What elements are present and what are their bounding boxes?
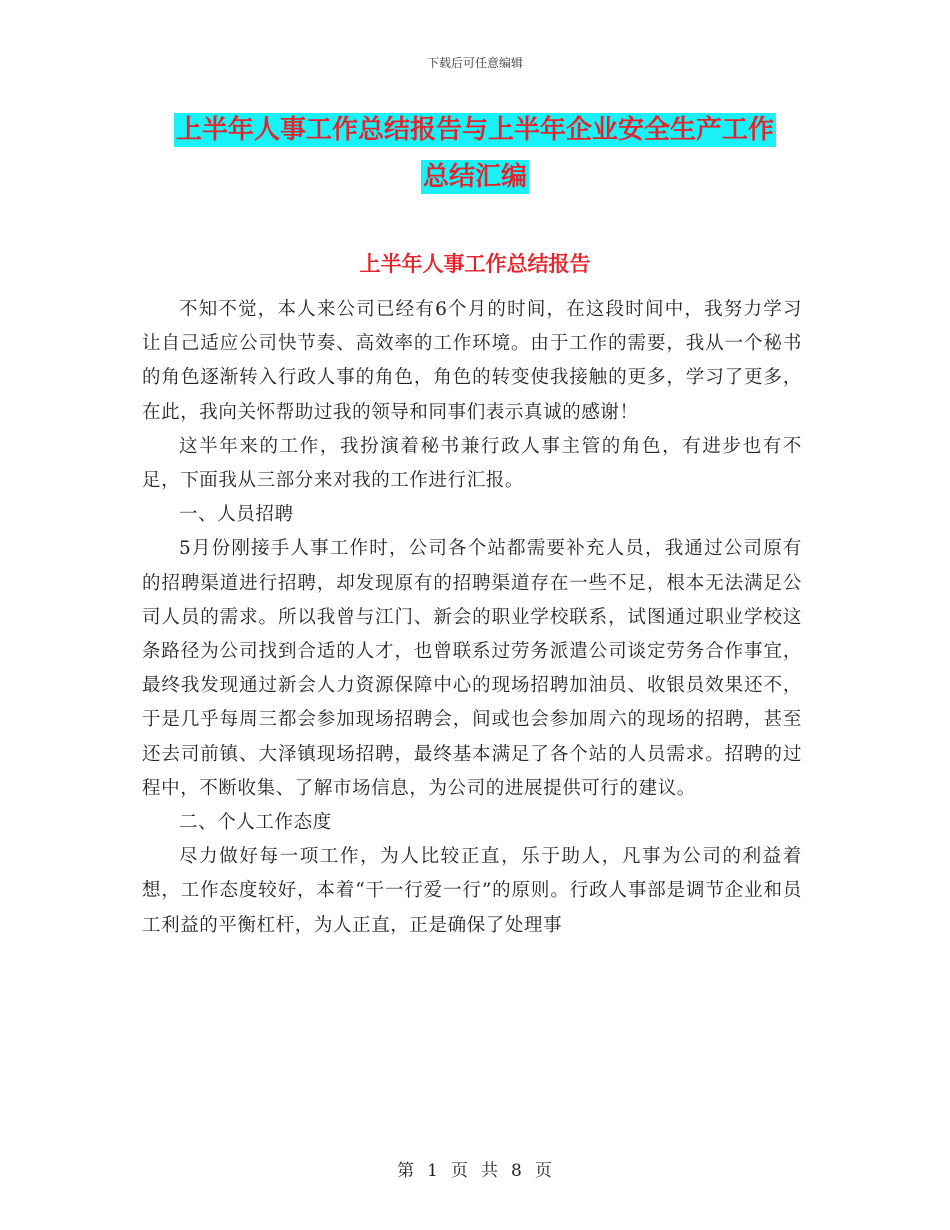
page-current: 1 <box>427 1161 439 1181</box>
document-title <box>140 107 810 201</box>
document-title-line-2: 总结汇编 <box>422 162 527 192</box>
total-unit: 页 <box>534 1161 553 1181</box>
section-title: 上半年人事工作总结报告 <box>359 252 591 276</box>
section-heading: 二、个人工作态度 <box>179 812 332 834</box>
section-heading: 一、人员招聘 <box>179 504 294 526</box>
paragraph: 这半年来的工作，我扮演着秘书兼行政人事主管的角色，有进步也有不足，下面我从三部分来对我的工作进行汇报。 <box>142 435 802 492</box>
document-title-line-1: 上半年人事工作总结报告与上半年企业安全生产工作 <box>175 115 774 145</box>
page-footer <box>0 1156 950 1181</box>
paragraph: 尽力做好每一项工作，为人比较正直，乐于助人，凡事为公司的利益着想，工作态度较好，本着“干一行爱一行”的原则。行政人事部是调节企业和员工利益的平衡杠杆，为人正直，正是确保了处理事 <box>142 846 802 936</box>
paragraph: 不知不觉，本人来公司已经有6个月的时间，在这段时间中，我努力学习让自己适应公司快节奏、高效率的工作环境。由于工作的需要，我从一个秘书的角色逐渐转入行政人事的角色，角色的转变使我接触的更多，学习了更多，在此，我向关怀帮助过我的领导和同事们表示真诚的感谢！ <box>142 299 802 423</box>
paragraph: 5月份刚接手人事工作时，公司各个站都需要补充人员，我通过公司原有的招聘渠道进行招聘，却发现原有的招聘渠道存在一些不足，根本无法满足公司人员的需求。所以我曾与江门、新会的职业学校联系，试图通过职业学校这条路径为公司找到合适的人才，也曾联系过劳务派遣公司谈定劳务合作事宜，最终我发现通过新会人力资源保障中心的现场招聘加油员、收银员效果还不，于是几乎每周三都会参加现场招聘会，间或也会参加周六的现场的招聘，甚至还去司前镇、大泽镇现场招聘，最终基本满足了各个站的人员需求。招聘的过程中，不断收集、了解市场信息，为公司的进展提供可行的建议。 <box>142 538 802 799</box>
page-label: 第 <box>397 1161 416 1181</box>
page-total: 8 <box>511 1161 523 1181</box>
document-body <box>142 293 802 943</box>
page-unit: 页 <box>451 1161 469 1181</box>
header-note: 下载后可任意编辑 <box>426 56 523 70</box>
total-label: 共 <box>481 1161 499 1181</box>
